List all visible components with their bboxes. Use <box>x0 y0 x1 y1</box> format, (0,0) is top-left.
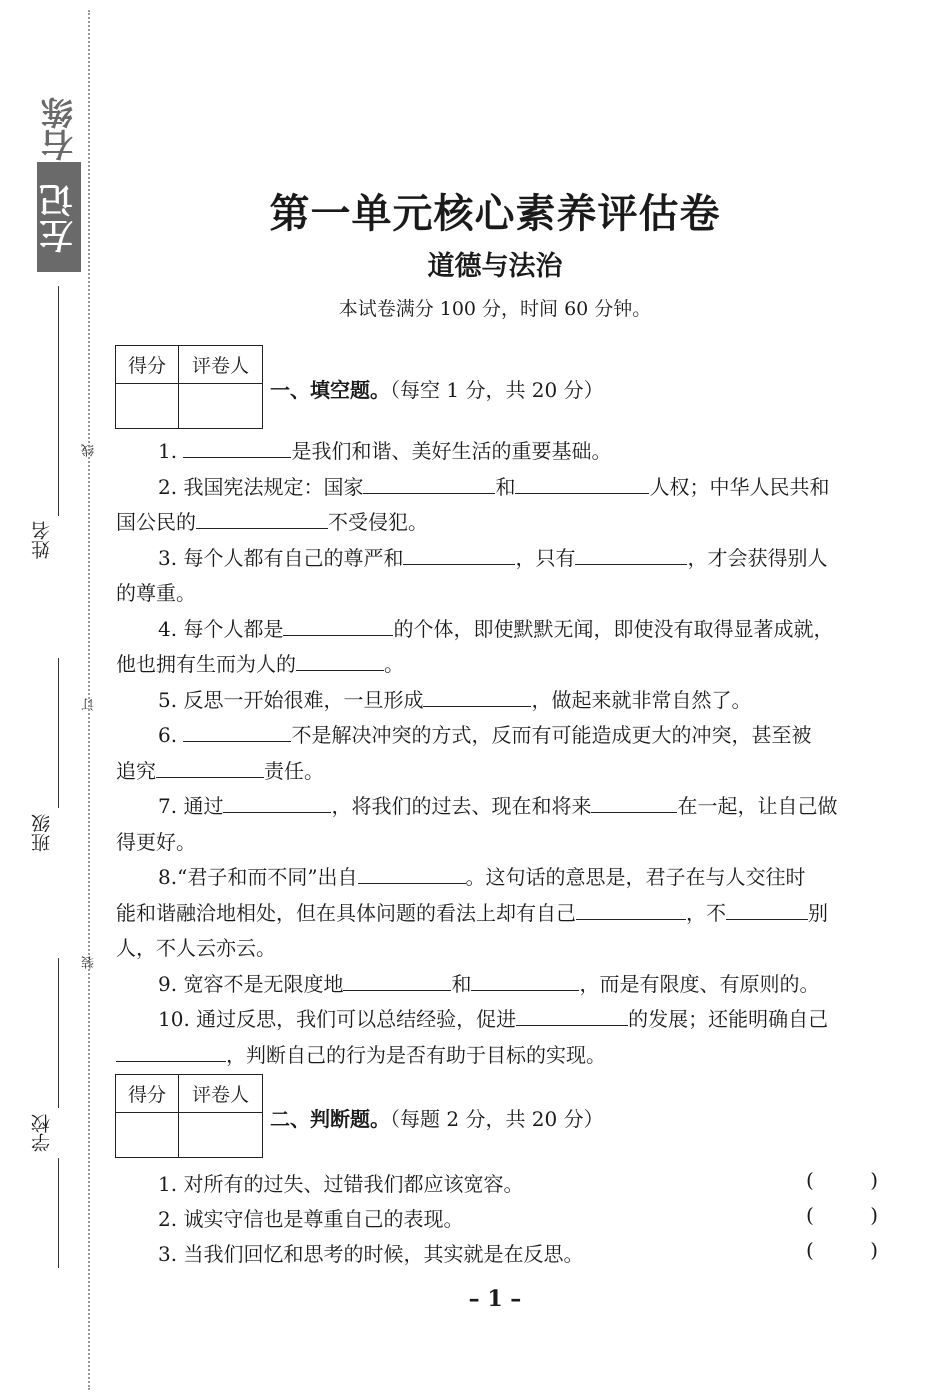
answer-blank[interactable] <box>183 719 291 742</box>
answer-blank[interactable] <box>183 435 291 458</box>
score-box-1 <box>115 345 263 429</box>
name-label: 姓名 <box>31 521 53 559</box>
exam-note: 本试卷满分 100 分，时间 60 分钟。 <box>338 298 652 320</box>
subject-title: 道德与法治 <box>427 251 563 282</box>
question-7-cont: 得更好。 <box>116 829 196 854</box>
cut-mark-line: 线 <box>82 444 97 457</box>
answer-blank[interactable] <box>156 755 264 778</box>
judge-item: 3. 当我们回忆和思考的时候，其实就是在反思。 ( ) <box>158 1238 878 1266</box>
answer-blank[interactable] <box>575 542 687 565</box>
brand-logo-left: 左记 <box>37 162 81 272</box>
section-1-title: 一、填空题。 <box>270 378 390 402</box>
question-3: 3. 每个人都有自己的尊严和 ，只有 ，才会获得别人 <box>116 541 876 577</box>
question-4-cont: 他也拥有生而为人的 。 <box>116 647 876 683</box>
answer-blank[interactable] <box>283 613 393 636</box>
score-label: 得分 <box>116 346 179 384</box>
answer-parentheses[interactable]: ( ) <box>806 1203 878 1227</box>
question-8: 8.“君子和而不同”出自 。这句话的意思是，君子在与人交往时 <box>116 860 876 896</box>
answer-blank[interactable] <box>296 648 384 671</box>
grader-cell[interactable] <box>179 384 262 428</box>
judge-item: 1. 对所有的过失、过错我们都应该宽容。 ( ) <box>158 1168 878 1196</box>
section-1-rule: （每空 1 分，共 20 分） <box>390 378 604 402</box>
section-1-heading <box>270 374 604 403</box>
question-5: 5. 反思一开始很难，一旦形成 ，做起来就非常自然了。 <box>116 683 876 719</box>
grader-label: 评卷人 <box>179 346 262 384</box>
question-4: 4. 每个人都是 的个体，即使默默无闻，即使没有取得显著成就， <box>116 612 876 648</box>
score-cell[interactable] <box>116 384 179 428</box>
answer-blank[interactable] <box>196 506 328 529</box>
answer-blank[interactable] <box>591 790 677 813</box>
question-10-cont: ，判断自己的行为是否有助于目标的实现。 <box>116 1038 876 1074</box>
score-cell[interactable] <box>116 1113 179 1157</box>
question-list-fill <box>116 434 876 1073</box>
question-2: 2. 我国宪法规定：国家 和 人权；中华人民共和 <box>116 470 876 506</box>
answer-blank[interactable] <box>358 861 466 884</box>
question-9: 9. 宽容不是无限度地 和 ，而是有限度、有原则的。 <box>116 967 876 1003</box>
page-number: – 1 – <box>468 1286 522 1312</box>
class-label: 班级 <box>31 814 53 852</box>
grader-cell[interactable] <box>179 1113 262 1157</box>
question-2-cont: 国公民的 不受侵犯。 <box>116 505 876 541</box>
question-8-cont2: 人，不人云亦云。 <box>116 936 276 960</box>
brand-logo-right: 右练 <box>40 97 78 161</box>
answer-blank[interactable] <box>515 471 649 494</box>
judge-item: 2. 诚实守信也是尊重自己的表现。 ( ) <box>158 1203 878 1231</box>
grader-label: 评卷人 <box>179 1075 262 1113</box>
answer-blank[interactable] <box>576 897 686 920</box>
answer-parentheses[interactable]: ( ) <box>806 1238 878 1262</box>
question-7: 7. 通过 ，将我们的过去、现在和将来 在一起，让自己做 <box>116 789 876 825</box>
cut-mark-bind: 订 <box>82 698 97 711</box>
answer-blank[interactable] <box>423 684 531 707</box>
section-2-rule: （每题 2 分，共 20 分） <box>390 1107 604 1131</box>
answer-blank[interactable] <box>403 542 515 565</box>
question-10: 10. 通过反思，我们可以总结经验，促进 的发展；还能明确自己 <box>116 1002 876 1038</box>
school-line-lower <box>58 1158 59 1268</box>
answer-blank[interactable] <box>516 1003 628 1026</box>
answer-parentheses[interactable]: ( ) <box>806 1168 878 1192</box>
class-line <box>58 658 59 808</box>
answer-blank[interactable] <box>471 968 579 991</box>
section-2-heading <box>270 1103 604 1132</box>
answer-blank[interactable] <box>223 790 331 813</box>
answer-blank[interactable] <box>116 1039 226 1062</box>
score-label: 得分 <box>116 1075 179 1113</box>
score-box-2 <box>115 1074 263 1158</box>
answer-blank[interactable] <box>726 897 808 920</box>
question-1: 1. 是我们和谐、美好生活的重要基础。 <box>116 434 876 470</box>
school-label: 学校 <box>31 1114 53 1152</box>
question-3-cont: 的尊重。 <box>116 581 196 605</box>
section-2-title: 二、判断题。 <box>270 1107 390 1131</box>
answer-blank[interactable] <box>363 471 495 494</box>
question-8-cont: 能和谐融洽地相处，但在具体问题的看法上却有自己 ，不 别 <box>116 896 876 932</box>
school-line <box>58 958 59 1108</box>
question-6-cont: 追究 责任。 <box>116 754 876 790</box>
answer-blank[interactable] <box>343 968 451 991</box>
page-title: 第一单元核心素养评估卷 <box>269 191 721 237</box>
cut-mark-fold: 装 <box>82 956 97 969</box>
question-6: 6. 不是解决冲突的方式，反而有可能造成更大的冲突，甚至被 <box>116 718 876 754</box>
